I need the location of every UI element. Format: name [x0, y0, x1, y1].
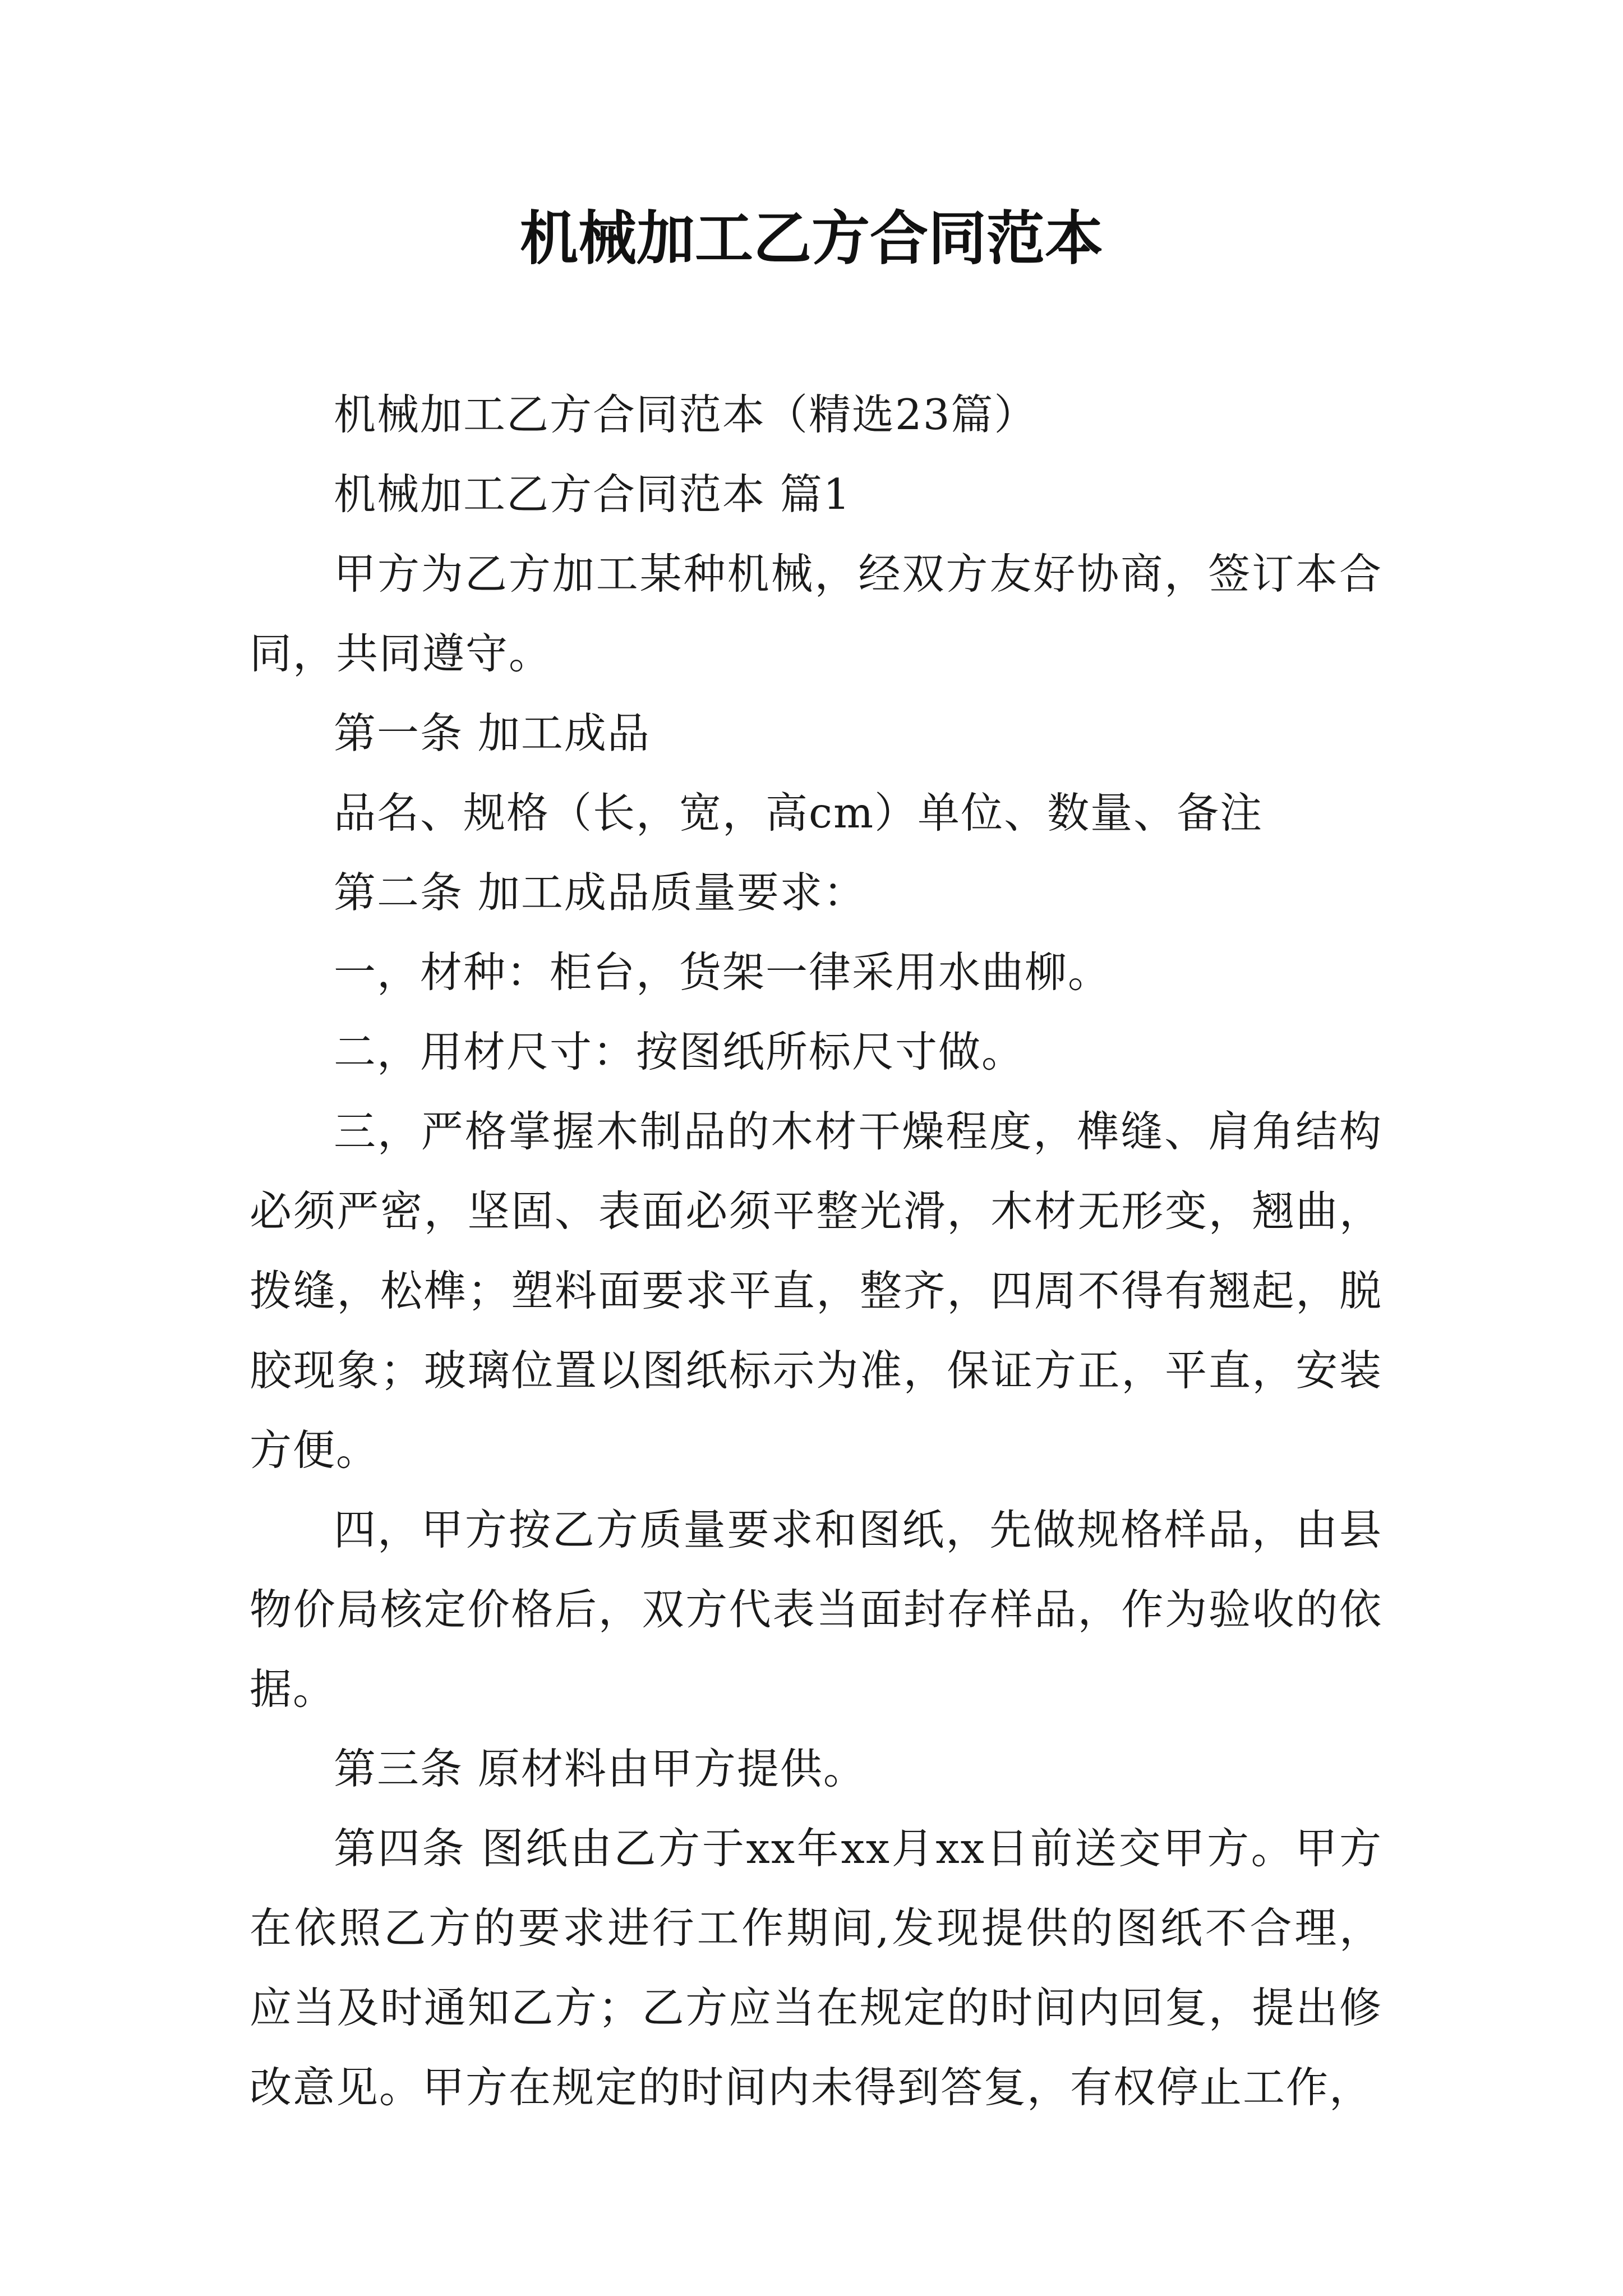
- document-title: 机械加工乙方合同范本: [519, 204, 1103, 273]
- document-body: [250, 375, 1382, 2127]
- paragraph-item-3: 三，严格掌握木制品的木材干燥程度，榫缝、肩角结构必须严密，坚固、表面必须平整光滑，木材无形变，翘曲，拨缝，松榫；塑料面要求平直，整齐，四周不得有翘起，脱胶现象；玻璃位置以图纸标示为准，保证方正，平直，安装方便。: [250, 1107, 1382, 1475]
- paragraph-article-4: 第四条 图纸由乙方于xx年xx月xx日前送交甲方。甲方在依照乙方的要求进行工作期间,发现提供的图纸不合理，应当及时通知乙方；乙方应当在规定的时间内回复，提出修改意见。甲方在规定的时间内未得到答复，有权停止工作，: [250, 1824, 1382, 2112]
- paragraph-article-3: 第三条 原材料由甲方提供。: [334, 1744, 866, 1793]
- paragraph-section-heading: 机械加工乙方合同范本 篇1: [334, 470, 851, 519]
- paragraph-item-4: 四，甲方按乙方质量要求和图纸，先做规格样品，由县物价局核定价格后，双方代表当面封存样品，作为验收的依据。: [250, 1505, 1382, 1714]
- paragraph-article-2: 第二条 加工成品质量要求：: [334, 868, 866, 917]
- paragraph-article-1: 第一条 加工成品: [334, 708, 651, 758]
- paragraph-intro: 甲方为乙方加工某种机械，经双方友好协商，签订本合同，共同遵守。: [250, 549, 1382, 678]
- paragraph-item-2: 二，用材尺寸：按图纸所标尺寸做。: [334, 1027, 1025, 1076]
- paragraph-product-fields: 品名、规格（长，宽，高cm）单位、数量、备注: [334, 788, 1264, 838]
- paragraph-subtitle: 机械加工乙方合同范本（精选23篇）: [334, 390, 1038, 439]
- paragraph-item-1: 一，材种：柜台，货架一律采用水曲柳。: [334, 947, 1112, 997]
